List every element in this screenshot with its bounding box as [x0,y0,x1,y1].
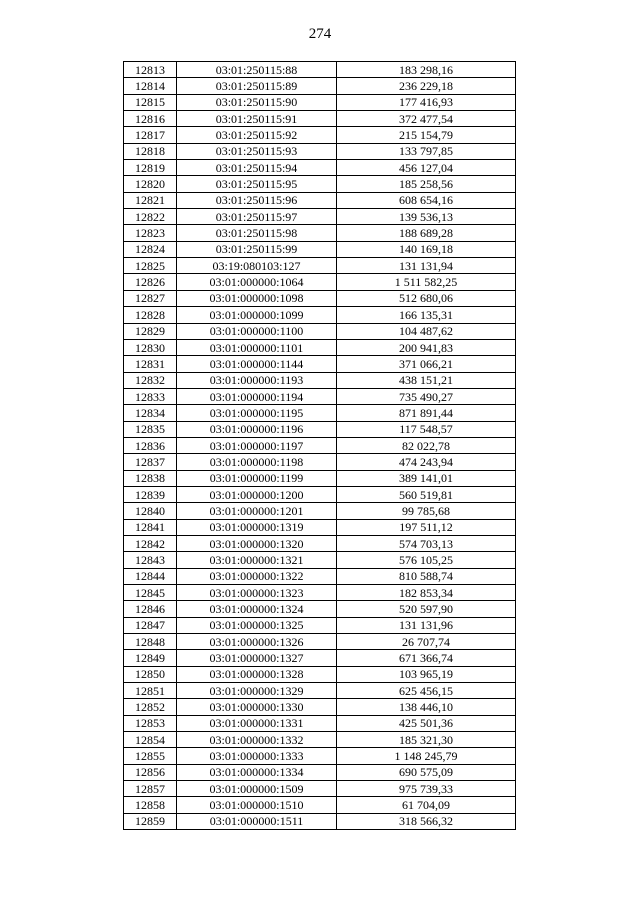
cadastral-number-cell: 03:01:000000:1326 [177,634,337,650]
row-number-cell: 12819 [124,160,177,176]
cadastral-number-cell: 03:19:080103:127 [177,258,337,274]
table-row [124,732,516,748]
table-row [124,143,516,159]
row-number-cell: 12854 [124,732,177,748]
cadastral-number-cell: 03:01:250115:91 [177,111,337,127]
table-row [124,781,516,797]
table-row [124,356,516,372]
cadastral-number-cell: 03:01:250115:89 [177,78,337,94]
row-number-cell: 12842 [124,535,177,551]
row-number-cell: 12832 [124,372,177,388]
table-row [124,666,516,682]
cadastral-number-cell: 03:01:250115:93 [177,143,337,159]
value-cell: 185 258,56 [337,176,516,192]
value-cell: 117 548,57 [337,421,516,437]
cadastral-number-cell: 03:01:000000:1064 [177,274,337,290]
value-cell: 560 519,81 [337,486,516,502]
row-number-cell: 12858 [124,797,177,813]
table-row [124,650,516,666]
value-cell: 133 797,85 [337,143,516,159]
row-number-cell: 12849 [124,650,177,666]
value-cell: 389 141,01 [337,470,516,486]
row-number-cell: 12825 [124,258,177,274]
table-row [124,127,516,143]
cadastral-number-cell: 03:01:000000:1194 [177,388,337,404]
table-row [124,94,516,110]
table-row [124,617,516,633]
table-row [124,176,516,192]
value-cell: 197 511,12 [337,519,516,535]
value-cell: 188 689,28 [337,225,516,241]
cadastral-number-cell: 03:01:000000:1510 [177,797,337,813]
value-cell: 1 148 245,79 [337,748,516,764]
cadastral-number-cell: 03:01:000000:1199 [177,470,337,486]
table-row [124,192,516,208]
row-number-cell: 12834 [124,405,177,421]
value-cell: 131 131,94 [337,258,516,274]
value-cell: 318 566,32 [337,813,516,829]
table-row [124,241,516,257]
value-cell: 177 416,93 [337,94,516,110]
row-number-cell: 12852 [124,699,177,715]
table-row [124,470,516,486]
cadastral-number-cell: 03:01:000000:1330 [177,699,337,715]
value-cell: 625 456,15 [337,683,516,699]
value-cell: 185 321,30 [337,732,516,748]
value-cell: 574 703,13 [337,535,516,551]
cadastral-number-cell: 03:01:000000:1328 [177,666,337,682]
table-row [124,552,516,568]
cadastral-number-cell: 03:01:000000:1319 [177,519,337,535]
row-number-cell: 12855 [124,748,177,764]
value-cell: 372 477,54 [337,111,516,127]
row-number-cell: 12826 [124,274,177,290]
cadastral-number-cell: 03:01:000000:1331 [177,715,337,731]
cadastral-number-cell: 03:01:000000:1198 [177,454,337,470]
cadastral-number-cell: 03:01:000000:1100 [177,323,337,339]
row-number-cell: 12853 [124,715,177,731]
table-row [124,437,516,453]
row-number-cell: 12836 [124,437,177,453]
value-cell: 608 654,16 [337,192,516,208]
value-cell: 690 575,09 [337,764,516,780]
row-number-cell: 12818 [124,143,177,159]
value-cell: 182 853,34 [337,585,516,601]
row-number-cell: 12846 [124,601,177,617]
value-cell: 871 891,44 [337,405,516,421]
table-row [124,388,516,404]
table-row [124,585,516,601]
cadastral-number-cell: 03:01:250115:88 [177,62,337,78]
row-number-cell: 12822 [124,209,177,225]
value-cell: 61 704,09 [337,797,516,813]
cadastral-number-cell: 03:01:000000:1323 [177,585,337,601]
row-number-cell: 12824 [124,241,177,257]
cadastral-number-cell: 03:01:000000:1511 [177,813,337,829]
cadastral-number-cell: 03:01:000000:1325 [177,617,337,633]
cadastral-number-cell: 03:01:250115:92 [177,127,337,143]
cadastral-number-cell: 03:01:000000:1201 [177,503,337,519]
cadastral-number-cell: 03:01:000000:1196 [177,421,337,437]
value-cell: 99 785,68 [337,503,516,519]
table-row [124,323,516,339]
table-row [124,160,516,176]
table-row [124,634,516,650]
table-row [124,748,516,764]
row-number-cell: 12847 [124,617,177,633]
table-row [124,290,516,306]
table-row [124,372,516,388]
table-row [124,797,516,813]
row-number-cell: 12817 [124,127,177,143]
cadastral-number-cell: 03:01:000000:1200 [177,486,337,502]
row-number-cell: 12835 [124,421,177,437]
cadastral-number-cell: 03:01:000000:1509 [177,781,337,797]
row-number-cell: 12820 [124,176,177,192]
table-row [124,339,516,355]
table-body [124,62,516,830]
value-cell: 140 169,18 [337,241,516,257]
row-number-cell: 12856 [124,764,177,780]
table-row [124,62,516,78]
value-cell: 576 105,25 [337,552,516,568]
cadastral-number-cell: 03:01:000000:1193 [177,372,337,388]
row-number-cell: 12827 [124,290,177,306]
row-number-cell: 12831 [124,356,177,372]
table-row [124,274,516,290]
value-cell: 26 707,74 [337,634,516,650]
row-number-cell: 12830 [124,339,177,355]
cadastral-value-table [123,61,516,830]
cadastral-number-cell: 03:01:250115:94 [177,160,337,176]
value-cell: 438 151,21 [337,372,516,388]
cadastral-number-cell: 03:01:000000:1144 [177,356,337,372]
cadastral-number-cell: 03:01:000000:1101 [177,339,337,355]
row-number-cell: 12840 [124,503,177,519]
row-number-cell: 12845 [124,585,177,601]
value-cell: 183 298,16 [337,62,516,78]
row-number-cell: 12828 [124,307,177,323]
row-number-cell: 12843 [124,552,177,568]
table-row [124,209,516,225]
value-cell: 103 965,19 [337,666,516,682]
row-number-cell: 12841 [124,519,177,535]
value-cell: 512 680,06 [337,290,516,306]
value-cell: 425 501,36 [337,715,516,731]
cadastral-number-cell: 03:01:000000:1321 [177,552,337,568]
row-number-cell: 12833 [124,388,177,404]
cadastral-number-cell: 03:01:000000:1098 [177,290,337,306]
table-row [124,715,516,731]
page-number: 274 [308,26,332,42]
table-row [124,307,516,323]
table-row [124,78,516,94]
value-cell: 474 243,94 [337,454,516,470]
table-row [124,699,516,715]
row-number-cell: 12815 [124,94,177,110]
value-cell: 371 066,21 [337,356,516,372]
cadastral-number-cell: 03:01:250115:96 [177,192,337,208]
value-cell: 200 941,83 [337,339,516,355]
row-number-cell: 12850 [124,666,177,682]
table-row [124,519,516,535]
cadastral-number-cell: 03:01:000000:1197 [177,437,337,453]
row-number-cell: 12859 [124,813,177,829]
cadastral-number-cell: 03:01:000000:1327 [177,650,337,666]
row-number-cell: 12857 [124,781,177,797]
value-cell: 131 131,96 [337,617,516,633]
row-number-cell: 12829 [124,323,177,339]
row-number-cell: 12839 [124,486,177,502]
cadastral-number-cell: 03:01:250115:95 [177,176,337,192]
cadastral-number-cell: 03:01:000000:1324 [177,601,337,617]
value-cell: 520 597,90 [337,601,516,617]
cadastral-number-cell: 03:01:000000:1195 [177,405,337,421]
table-row [124,111,516,127]
row-number-cell: 12823 [124,225,177,241]
value-cell: 138 446,10 [337,699,516,715]
row-number-cell: 12816 [124,111,177,127]
cadastral-number-cell: 03:01:250115:97 [177,209,337,225]
row-number-cell: 12848 [124,634,177,650]
table-row [124,535,516,551]
value-cell: 1 511 582,25 [337,274,516,290]
cadastral-number-cell: 03:01:000000:1332 [177,732,337,748]
table-row [124,258,516,274]
cadastral-number-cell: 03:01:000000:1322 [177,568,337,584]
row-number-cell: 12837 [124,454,177,470]
value-cell: 104 487,62 [337,323,516,339]
value-cell: 671 366,74 [337,650,516,666]
row-number-cell: 12844 [124,568,177,584]
cadastral-number-cell: 03:01:000000:1334 [177,764,337,780]
value-cell: 735 490,27 [337,388,516,404]
value-cell: 82 022,78 [337,437,516,453]
cadastral-number-cell: 03:01:000000:1320 [177,535,337,551]
table-row [124,454,516,470]
row-number-cell: 12821 [124,192,177,208]
table-row [124,813,516,829]
cadastral-number-cell: 03:01:000000:1329 [177,683,337,699]
table-row [124,503,516,519]
value-cell: 975 739,33 [337,781,516,797]
value-cell: 810 588,74 [337,568,516,584]
cadastral-number-cell: 03:01:250115:90 [177,94,337,110]
cadastral-number-cell: 03:01:000000:1333 [177,748,337,764]
table-row [124,601,516,617]
value-cell: 215 154,79 [337,127,516,143]
table-row [124,764,516,780]
table-row [124,421,516,437]
row-number-cell: 12851 [124,683,177,699]
table-row [124,225,516,241]
value-cell: 166 135,31 [337,307,516,323]
value-cell: 139 536,13 [337,209,516,225]
cadastral-number-cell: 03:01:250115:99 [177,241,337,257]
table-row [124,405,516,421]
row-number-cell: 12813 [124,62,177,78]
cadastral-number-cell: 03:01:250115:98 [177,225,337,241]
value-cell: 456 127,04 [337,160,516,176]
row-number-cell: 12838 [124,470,177,486]
table-row [124,486,516,502]
table-row [124,683,516,699]
table-row [124,568,516,584]
row-number-cell: 12814 [124,78,177,94]
cadastral-number-cell: 03:01:000000:1099 [177,307,337,323]
value-cell: 236 229,18 [337,78,516,94]
